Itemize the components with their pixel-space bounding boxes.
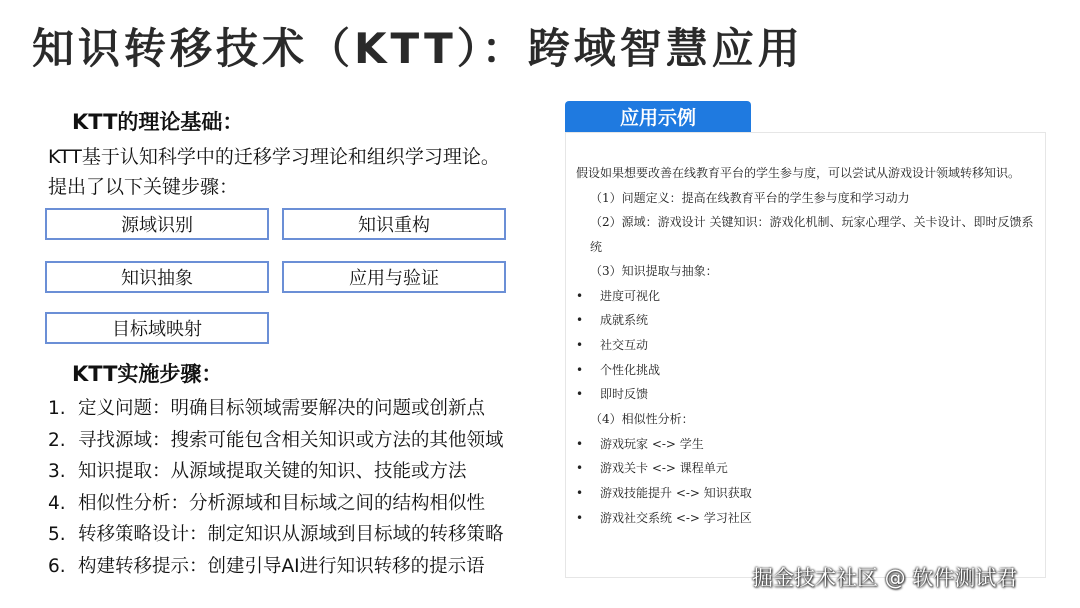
extract-item: • 即时反馈 [576, 382, 1035, 407]
implementation-step [48, 425, 504, 457]
step-box-knowledge-abstraction: 知识抽象 [45, 261, 269, 293]
implementation-step [48, 456, 504, 488]
implementation-step [48, 551, 504, 583]
step-box-source-domain: 源域识别 [45, 208, 269, 240]
step-text: 定义问题：明确目标领域需要解决的问题或创新点 [78, 398, 486, 419]
step-number: 2. [48, 429, 66, 451]
step-text: 寻找源域：搜索可能包含相关知识或方法的其他领域 [78, 429, 504, 451]
step-box-apply-verify: 应用与验证 [282, 261, 506, 293]
implementation-steps-list [48, 393, 504, 582]
page-title: 知识转移技术（KTT）：跨域智慧应用 [32, 24, 804, 73]
example-panel [565, 132, 1046, 578]
example-step-3: （3）知识提取与抽象： [590, 264, 718, 278]
extract-item: • 社交互动 [576, 333, 1035, 358]
step-text: 知识提取：从源域提取关键的知识、技能或方法 [78, 461, 467, 482]
similarity-item: • 游戏关卡 <-> 课程单元 [576, 456, 1035, 481]
example-step-1: （1）问题定义：提高在线教育平台的学生参与度和学习动力 [590, 190, 910, 205]
step-text: 相似性分析：分析源域和目标域之间的结构相似性 [78, 492, 486, 514]
step-number: 5. [48, 524, 66, 545]
watermark: 掘金技术社区 @ 软件测试君 [752, 566, 1018, 590]
step-number: 3. [48, 461, 66, 482]
implementation-step [48, 519, 504, 551]
extract-item: • 成就系统 [576, 308, 1035, 333]
example-intro: 假设如果想要改善在线教育平台的学生参与度，可以尝试从游戏设计领域转移知识。 [576, 166, 1021, 180]
step-text: 构建转移提示：创建引导AI进行知识转移的提示语 [78, 555, 485, 577]
implementation-step [48, 488, 504, 520]
similarity-item: • 游戏社交系统 <-> 学习社区 [576, 506, 1035, 531]
theory-intro-line-1: KTT基于认知科学中的迁移学习理论和组织学习理论。 [48, 146, 500, 168]
similarity-item: • 游戏技能提升 <-> 知识获取 [576, 481, 1035, 506]
step-number: 4. [48, 492, 66, 514]
step-box-target-mapping: 目标域映射 [45, 312, 269, 344]
example-step-2: （2）源域：游戏设计 关键知识：游戏化机制、玩家心理学、关卡设计、即时反馈系统 [590, 215, 1034, 254]
theory-intro-line-2: 提出了以下关键步骤： [48, 176, 239, 198]
step-text: 转移策略设计：制定知识从源域到目标域的转移策略 [78, 524, 504, 545]
step-number: 1. [48, 398, 66, 419]
implementation-heading: KTT实施步骤： [72, 362, 223, 386]
extract-item: • 进度可视化 [576, 284, 1035, 309]
similarity-item: • 游戏玩家 <-> 学生 [576, 432, 1035, 457]
example-tab: 应用示例 [565, 101, 751, 132]
theory-intro [48, 142, 548, 202]
step-number: 6. [48, 555, 66, 577]
extract-item: • 个性化挑战 [576, 358, 1035, 383]
theory-heading: KTT的理论基础： [72, 110, 244, 134]
example-step-4: （4）相似性分析： [590, 412, 694, 427]
step-box-knowledge-restructure: 知识重构 [282, 208, 506, 240]
implementation-step [48, 393, 504, 425]
